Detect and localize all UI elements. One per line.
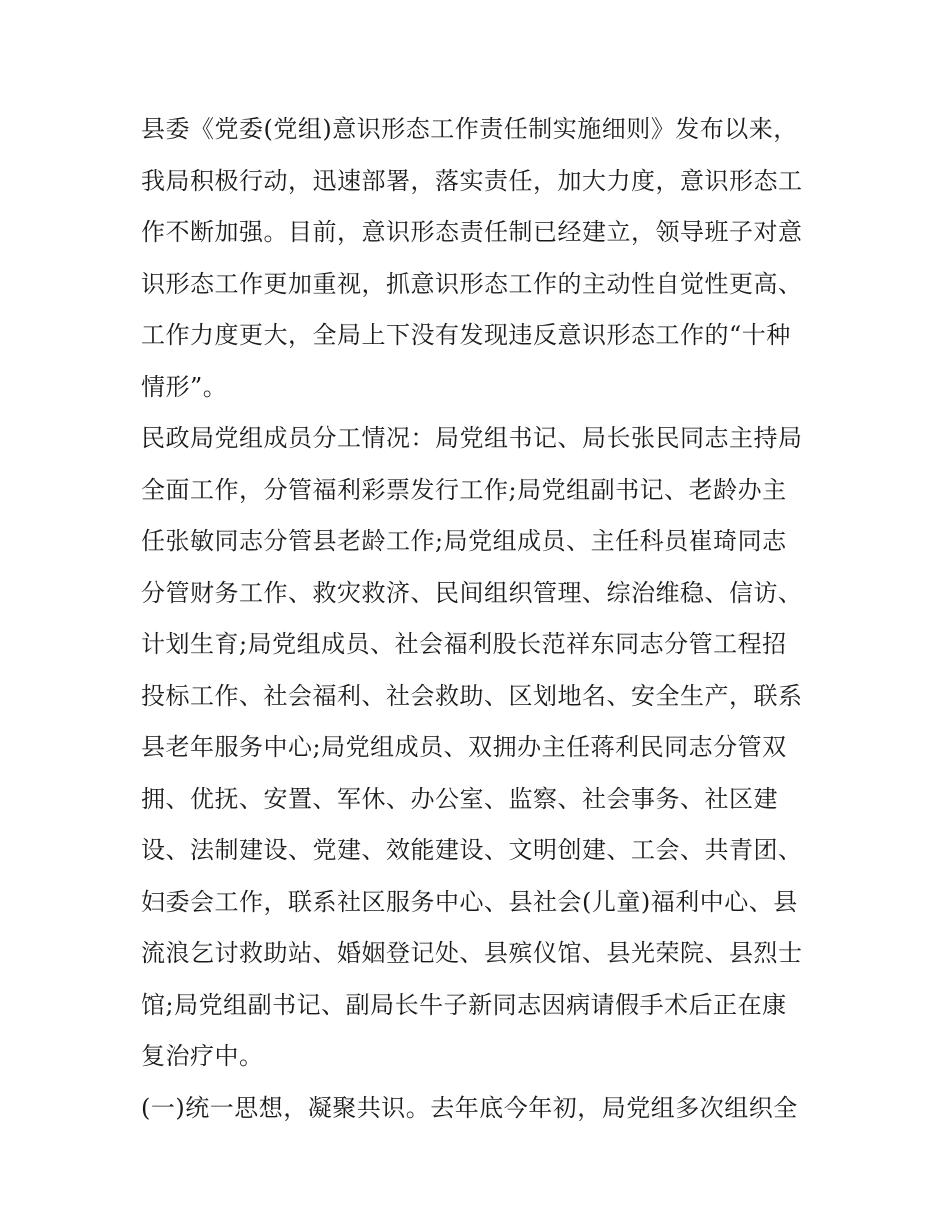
text-line: (一)统一思想，凝聚共识。去年底今年初，局党组多次组织全 [141, 1093, 798, 1122]
text-line: 我局积极行动，迅速部署，落实责任，加大力度，意识形态工 [141, 166, 803, 195]
text-line: 情形”。 [141, 372, 228, 401]
text-line: 流浪乞讨救助站、婚姻登记处、县殡仪馆、县光荣院、县烈士 [141, 939, 803, 967]
text-line: 分管财务工作、救灾救济、民间组织管理、综治维稳、信访、 [141, 578, 803, 607]
text-line: 作不断加强。目前，意识形态责任制已经建立，领导班子对意 [141, 218, 803, 246]
text-line: 妇委会工作，联系社区服务中心、县社会(儿童)福利中心、县 [141, 887, 798, 916]
text-line: 识形态工作更加重视，抓意识形态工作的主动性自觉性更高、 [141, 269, 803, 298]
document-body [141, 104, 816, 1134]
text-line: 拥、优抚、安置、军休、办公室、监察、社会事务、社区建 [141, 784, 778, 813]
text-line: 民政局党组成员分工情况：局党组书记、局长张民同志主持局 [141, 424, 803, 452]
text-line: 馆;局党组副书记、副局长牛子新同志因病请假手术后正在康 [141, 990, 787, 1019]
text-line: 县老年服务中心;局党组成员、双拥办主任蒋利民同志分管双 [141, 733, 787, 761]
text-line: 任张敏同志分管县老龄工作;局党组成员、主任科员崔琦同志 [141, 527, 787, 555]
text-line: 全面工作，分管福利彩票发行工作;局党组副书记、老龄办主 [141, 475, 787, 504]
text-line: 复治疗中。 [141, 1042, 264, 1070]
text-line: 县委《党委(党组)意识形态工作责任制实施细则》发布以来， [141, 115, 798, 143]
text-line: 投标工作、社会福利、社会救助、区划地名、安全生产，联系 [141, 681, 803, 710]
text-line: 工作力度更大，全局上下没有发现违反意识形态工作的“十种 [141, 321, 791, 349]
text-line: 设、法制建设、党建、效能建设、文明创建、工会、共青团、 [141, 836, 803, 864]
text-line: 计划生育;局党组成员、社会福利股长范祥东同志分管工程招 [141, 630, 787, 658]
